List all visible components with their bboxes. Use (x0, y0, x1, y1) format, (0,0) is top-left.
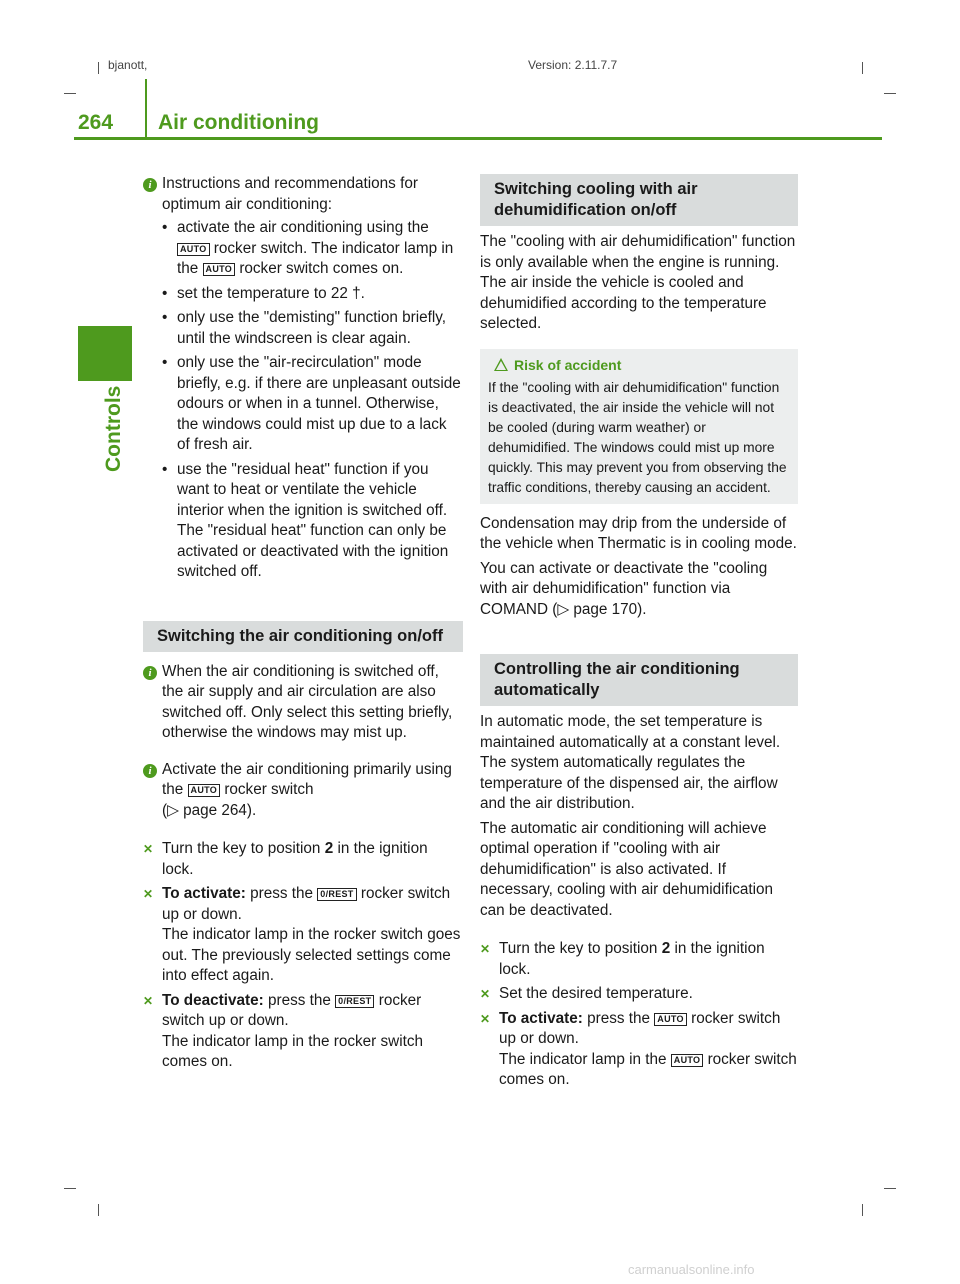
page-number: 264 (78, 111, 114, 134)
bullet-icon: • (162, 284, 168, 302)
info-icon: i (143, 764, 157, 778)
paragraph: The automatic air conditioning will achieve optimal operation if "cooling with air dehumidification" is also activated. If necessary, cooling with air dehumidification can be deactivated. (480, 819, 774, 919)
warning-triangle-icon (494, 358, 508, 371)
instruction-step (480, 1009, 798, 1091)
instruction-step (143, 839, 463, 880)
side-tab-block (78, 326, 132, 381)
instruction-step (143, 884, 463, 987)
auto-key-icon: AUTO (177, 243, 210, 256)
list-item (162, 308, 463, 349)
rest-key-icon: 0/REST (317, 888, 356, 901)
text-part: rocker switch (224, 781, 314, 798)
list-text-part: in the (177, 239, 454, 277)
section-heading: Switching the air conditioning on/off (143, 621, 463, 652)
instruction-step (480, 939, 798, 980)
info-note-3-text (162, 760, 463, 822)
auto-key-icon: AUTO (203, 263, 236, 276)
text-part: The indicator lamp in the rocker switch comes on. (162, 1032, 424, 1070)
rest-key-icon: 0/REST (335, 995, 374, 1008)
step-text (499, 1009, 798, 1091)
list-text: set the temperature to 22 †. (177, 284, 365, 302)
list-text (177, 218, 463, 280)
list-text-part: rocker switch comes on. (239, 260, 404, 277)
crop-mark (64, 93, 76, 94)
left-column (143, 174, 463, 1073)
arrow-icon: ✕ (480, 987, 491, 1001)
list-text: only use the "air-recirculation" mode briefly, e.g. if there are unpleasant outside odours or when in a tunnel. Otherwise, the windows could mist up due to a lack of fresh air. (177, 354, 461, 453)
watermark: carmanualsonline.info (628, 1262, 755, 1277)
text-part: The indicator lamp in the rocker switch goes out. The previously selected settings come into effect again. (162, 926, 461, 984)
text-part: Activate the air conditioning primarily using the (162, 760, 452, 798)
list-text-part: rocker switch. The indicator lamp (213, 239, 438, 257)
warning-box (480, 349, 798, 504)
list-item (162, 218, 463, 280)
crop-mark (862, 1204, 863, 1216)
warning-header (488, 355, 790, 376)
print-meta-left: bjanott, (108, 58, 148, 72)
bullet-icon: • (162, 219, 168, 236)
bullet-icon: • (162, 460, 168, 478)
arrow-icon: ✕ (143, 993, 154, 1008)
text-part: in the ignition lock. (499, 940, 765, 978)
paragraph: Condensation may drip from the underside of the vehicle when Thermatic is in cooling mode. (480, 514, 797, 552)
key-position: 2 (324, 840, 334, 857)
warning-title: Risk of accident (514, 356, 622, 373)
info-icon: i (143, 178, 157, 192)
text-part: Turn the key to position (162, 840, 321, 857)
header-rule (74, 137, 882, 140)
arrow-icon: ✕ (480, 1011, 491, 1026)
bullet-icon: • (162, 354, 168, 371)
crop-mark (862, 62, 863, 74)
step-text (162, 991, 463, 1073)
text-part: in the ignition lock. (162, 840, 428, 878)
key-position: 2 (661, 940, 671, 957)
paragraph: The "cooling with air dehumidification" function is only available when the engine is running. The air inside the vehicle is cooled and dehumidified according to the temperature selected. (480, 233, 796, 332)
crop-mark (884, 93, 896, 94)
page-reference[interactable]: (▷ page 264). (162, 801, 257, 819)
step-text: Set the desired temperature. (499, 985, 693, 1002)
list-text: only use the "demisting" function briefly, until the windscreen is clear again. (177, 309, 447, 347)
text-part: press the (587, 1009, 651, 1027)
right-column (480, 174, 798, 1091)
step-text (499, 939, 798, 980)
list-item (162, 284, 463, 305)
info-icon: i (143, 666, 157, 680)
crop-mark (98, 62, 99, 74)
section-heading: Controlling the air conditioning automatically (480, 654, 798, 706)
instruction-step (480, 984, 798, 1005)
crop-mark (64, 1188, 76, 1189)
arrow-icon: ✕ (143, 842, 154, 856)
list-text-part: activate the air conditioning using the (177, 219, 429, 236)
text-part: rocker switch comes on. (499, 1050, 797, 1088)
info-note-1-intro: Instructions and recommendations for optimum air conditioning: (162, 175, 418, 213)
text-part: rocker switch up or down. (162, 885, 451, 923)
paragraph: You can activate or deactivate the "cooling with air dehumidification" function via COMAND (▷ page 170). (480, 559, 768, 618)
paragraph: In automatic mode, the set temperature is maintained automatically at a constant level. The system automatically regulates the temperature of the dispensed air, the airflow and the air distribution. (480, 713, 781, 812)
step-label: To deactivate: (162, 991, 264, 1009)
bullet-icon: • (162, 309, 168, 326)
auto-key-icon: AUTO (654, 1013, 687, 1026)
info-note-2 (143, 662, 463, 744)
crop-mark (98, 1204, 99, 1216)
step-label: To activate: (162, 885, 246, 902)
step-text (162, 839, 463, 880)
instruction-step (143, 991, 463, 1073)
auto-key-icon: AUTO (671, 1054, 704, 1067)
arrow-icon: ✕ (143, 887, 154, 901)
text-part: rocker switch up or down. (162, 991, 422, 1029)
print-meta-right: Version: 2.11.7.7 (528, 58, 618, 72)
header-divider (145, 79, 147, 140)
warning-text: If the "cooling with air dehumidification" function is deactivated, the air inside the vehicle will not be cooled (during warm weather) or dehumidified. The windows could mist up more quickly. This may prevent you from observing the traffic conditions, thereby causing an accident. (488, 379, 787, 495)
list-text: use the "residual heat" function if you want to heat or ventilate the vehicle interior when the ignition is switched off. The "residual heat" function can only be activated or deactivated with the ignition switched off. (177, 460, 449, 580)
info-note-3 (143, 760, 463, 822)
section-heading: Switching cooling with air dehumidification on/off (480, 174, 798, 226)
auto-key-icon: AUTO (188, 784, 221, 797)
text-part: rocker switch up or down. (499, 1009, 781, 1047)
crop-mark (884, 1188, 896, 1189)
text-part: press the (250, 885, 314, 902)
step-label: To activate: (499, 1009, 583, 1027)
text-part: The indicator lamp in the (499, 1050, 667, 1068)
page-title: Air conditioning (158, 111, 319, 134)
text-part: Turn the key to position (499, 940, 658, 957)
arrow-icon: ✕ (480, 942, 491, 956)
info-note-2-text: When the air conditioning is switched off, the air supply and air circulation are also switched off. Only select this setting briefly, otherwise the windows may mist up. (162, 662, 453, 741)
side-tab-label: Controls (102, 385, 125, 472)
text-part: press the (267, 991, 331, 1009)
step-text (162, 884, 463, 987)
info-note-1 (143, 174, 463, 215)
list-item (162, 353, 463, 456)
list-item (162, 460, 463, 583)
